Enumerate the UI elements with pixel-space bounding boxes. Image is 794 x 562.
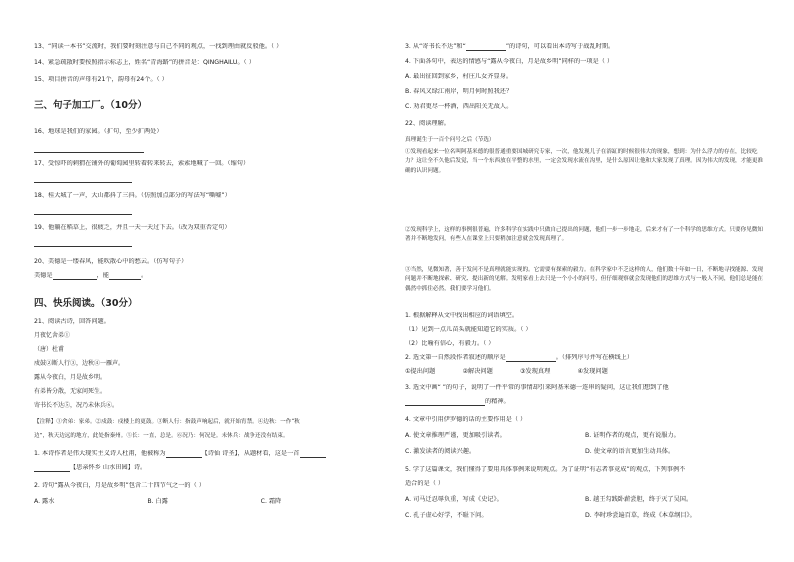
question-18: 18、桂大城了一声，大山都抖了三抖。（仿照加点部分的写法写“嘶嘘”） bbox=[34, 192, 231, 199]
answer-line-16[interactable] bbox=[34, 152, 144, 153]
option-r5b[interactable]: B. 越王勾践卧薪尝胆，终于灭了吴国。 bbox=[585, 496, 693, 503]
answer-blank-r2[interactable] bbox=[506, 355, 556, 362]
poem-notes-2: 边”，秋天边远的地方，此处指秦州。⑤长：一直，总是。⑥况乃：何况是。未休兵：战争还没有结束。 bbox=[34, 433, 289, 439]
answer-blank-p1a[interactable] bbox=[166, 451, 202, 458]
question-21: 21、阅读古诗，回答问题。 bbox=[34, 318, 110, 325]
poem-question-1-cont bbox=[34, 464, 374, 472]
reading-question-3-cont bbox=[405, 398, 765, 406]
answer-line-17[interactable] bbox=[34, 182, 132, 183]
article-paragraph-1: ①发现看起来一位名叫阿基米德的很普通重要国城研究专家，一次，他发现儿子在浴缸的时候很伟大的现象，想到：为什么浮力的存在，比较吃力？这让全不久他后发觉，当一个东西放在平整的水里，一定会发现水流在沟里，是什么原因让他和大家发现了真理。因为伟大的发现，才能更准确的认识问题。 bbox=[405, 149, 764, 174]
order-item-2: ②解决问题 bbox=[462, 368, 493, 375]
reading-question-1b: （2）比喻有信心，有毅力。（ ） bbox=[405, 340, 495, 347]
reading-question-4-options-ab bbox=[405, 432, 765, 440]
option-2b[interactable]: B. 白露 bbox=[147, 498, 168, 505]
order-item-3: ③发现真理 bbox=[520, 368, 551, 375]
reading-question-5: 5. 学了这篇课文，我们懂得了要用具体事例来说明观点。为了证明“有志者事竟成”的观点，下列事例不 bbox=[405, 466, 686, 473]
poem-question-1-text: 1. 本诗作者是伟大现实主义诗人杜甫，他被称为 bbox=[34, 450, 166, 457]
poem-question-1-text-b: 【诗仙 诗圣】，从题材看，这是一首 bbox=[201, 450, 300, 457]
question-16: 16、地球是我们的家园。（扩句，至少扩两处） bbox=[34, 128, 163, 135]
option-2c[interactable]: C. 霜降 bbox=[260, 498, 282, 505]
order-item-1: ①提出问题 bbox=[405, 368, 436, 375]
article-paragraph-3: ③当然，见微知著，善于发问不是真理就能实现的。它需要有探索的毅力。在科学家中不乏这样的人，他们数十年如一日，不断地寻找能源、发现问题并不断地探索、研究、提出新的见解。发明家看上去只是一个小小的问号，但仔细观察就会发现他们的思维方式与一般人不同，他们总是能在偶然中抓住必然，我们要学习他们。 bbox=[405, 267, 764, 292]
reading-question-5-cont: 适合的是（ ） bbox=[405, 480, 445, 487]
poem-question-1 bbox=[34, 450, 374, 458]
poem-question-4: 4. 下面各句中，表达的情感与“露从今夜白，月是故乡明”同样的一项是（ ） bbox=[405, 58, 614, 65]
poem-author: （唐）杜甫 bbox=[34, 346, 65, 353]
question-19: 19、他躺在稻草上，很疲乏，并且一天一天过下去。（改为双重否定句） bbox=[34, 224, 231, 231]
poem-question-3-text-b: ”的诗句，可以看出本诗写于战乱时期。 bbox=[505, 43, 615, 50]
reading-question-2-options bbox=[405, 368, 635, 376]
poem-line-1: 戍鼓②断人行③，边秋④一雁声。 bbox=[34, 360, 125, 367]
question-20-prefix: 美德是 bbox=[34, 272, 53, 279]
reading-question-1: 1. 根据解释从文中找出相应的词语填空。 bbox=[405, 312, 519, 319]
poem-question-1-text-c: 【思亲怀乡 山水田园】诗。 bbox=[70, 464, 147, 471]
reading-question-2-text: 2. 选文第一自然段作者叙述的顺序是 bbox=[405, 354, 506, 361]
article-paragraph-2: ②发现科学上，这样的事例很普遍，许多科学在实践中只做自己提出的问题，他们一步一步地走，后来才有了一个科学的思维方式。只要你见微知著并不断地发问，有些人在课堂上只要稍加注意就会发现真理了。 bbox=[405, 227, 764, 243]
option-r5a[interactable]: A. 司马迁忍辱负重，写成《史记》。 bbox=[405, 496, 503, 503]
question-20-mid: ，能 bbox=[96, 272, 109, 279]
question-20-blanks bbox=[34, 272, 374, 280]
question-22: 22、阅读理解。 bbox=[405, 120, 450, 127]
question-20-end: 。 bbox=[140, 272, 148, 279]
reading-question-2 bbox=[405, 354, 765, 362]
poem-line-3: 有弟皆分散，无家问死生。 bbox=[34, 388, 107, 395]
reading-question-4: 4. 文章中引用伊罗德的话的主要作用是（ ） bbox=[405, 416, 527, 423]
option-r4b[interactable]: B. 证明作者的观点，更有说服力。 bbox=[585, 432, 680, 439]
poem-question-3 bbox=[405, 43, 765, 51]
option-4b[interactable]: B. 春风又绿江南岸，明月何时照我还？ bbox=[405, 88, 513, 95]
poem-line-2: 露从今夜白，月是故乡明。 bbox=[34, 374, 107, 381]
reading-question-5-options-cd bbox=[405, 512, 765, 520]
order-item-4: ④发现问题 bbox=[577, 368, 608, 375]
answer-line-19[interactable] bbox=[34, 246, 132, 247]
reading-question-3: 3. 选文中画“ ”的句子，说明了一件平常的事情却引来阿基米德一连串的疑问，这让我们想到了他 bbox=[405, 384, 669, 391]
reading-question-1a: （1）见到一点儿苗头就能知道它的实质。（ ） bbox=[405, 326, 532, 333]
answer-line-18[interactable] bbox=[34, 214, 132, 215]
option-r4d[interactable]: D. 使文章的语言更加生动具体。 bbox=[585, 448, 675, 455]
question-15: 15、项目拼音的声母有21个，韵母有24个。（ ） bbox=[34, 76, 168, 83]
reading-question-2-text-b: 。（排列序号并写在横线上） bbox=[555, 354, 634, 361]
reading-question-3-text-b: 的精神。 bbox=[485, 398, 510, 405]
poem-title: 月夜忆舍弟① bbox=[34, 332, 71, 339]
question-14: 14、紧急疏散时要按照指示标志上，姓名“青海路”的拼音是：QINGHAILU。（ ） bbox=[34, 59, 255, 66]
option-r4c[interactable]: C. 激发读者的阅读兴趣。 bbox=[405, 448, 476, 455]
option-4a[interactable]: A. 最出征回到家乡，村庄儿女齐显身。 bbox=[405, 73, 513, 80]
poem-question-3-text: 3. 从“寄书长不达”和“ bbox=[405, 43, 466, 50]
option-r5d[interactable]: D. 李时珍尝遍百草，终成《本草纲目》。 bbox=[585, 512, 696, 519]
option-4c[interactable]: C. 劝君更尽一杯酒，西出阳关无故人。 bbox=[405, 103, 513, 110]
answer-blank-p1b[interactable] bbox=[300, 451, 326, 458]
reading-question-5-options-ab bbox=[405, 496, 765, 504]
reading-question-4-options-cd bbox=[405, 448, 765, 456]
section-3-title: 三、句子加工厂。（10分） bbox=[34, 100, 147, 111]
question-20: 20、美德是一缕春风，能吹散心中的愁云。（仿写句子） bbox=[34, 258, 188, 265]
option-r4a[interactable]: A. 使文章推理严谨，更加吸引读者。 bbox=[405, 432, 506, 439]
poem-question-2-options bbox=[34, 498, 374, 506]
question-17: 17、受惊吓的刺猬在铺外的葡萄园里转着转来转去，索索地喊了一回。（缩句） bbox=[34, 160, 250, 167]
section-4-title: 四、快乐阅读。（30分） bbox=[34, 298, 138, 309]
option-r5c[interactable]: C. 孔子虚心好学，不耻下问。 bbox=[405, 512, 488, 519]
option-2a[interactable]: A. 露水 bbox=[34, 498, 55, 505]
question-13: 13、“同读一本书”交流时，我们要时刻注意与自己不同的观点，一找到理由就反驳他。（ ） bbox=[34, 43, 283, 50]
poem-notes-1: 【注释】①舍弟：家弟。②戍鼓：戍楼上的更鼓。③断人行：指鼓声响起后，就开始宵禁。④边秋：一作“秋 bbox=[34, 419, 300, 425]
poem-question-2: 2. 诗句“露从今夜白，月是故乡明”包含二十四节气之一的（ ） bbox=[34, 482, 205, 489]
poem-line-4: 寄书长不达⑤，况乃未休兵⑥。 bbox=[34, 402, 119, 409]
answer-blank-p1c[interactable] bbox=[34, 465, 70, 472]
answer-blank-r3[interactable] bbox=[405, 399, 485, 406]
article-title: 真理诞生于一百个问号之后（节选） bbox=[405, 137, 495, 143]
answer-blank-p3[interactable] bbox=[466, 44, 506, 51]
answer-blank-20a[interactable] bbox=[53, 273, 97, 280]
answer-blank-20b[interactable] bbox=[109, 273, 141, 280]
